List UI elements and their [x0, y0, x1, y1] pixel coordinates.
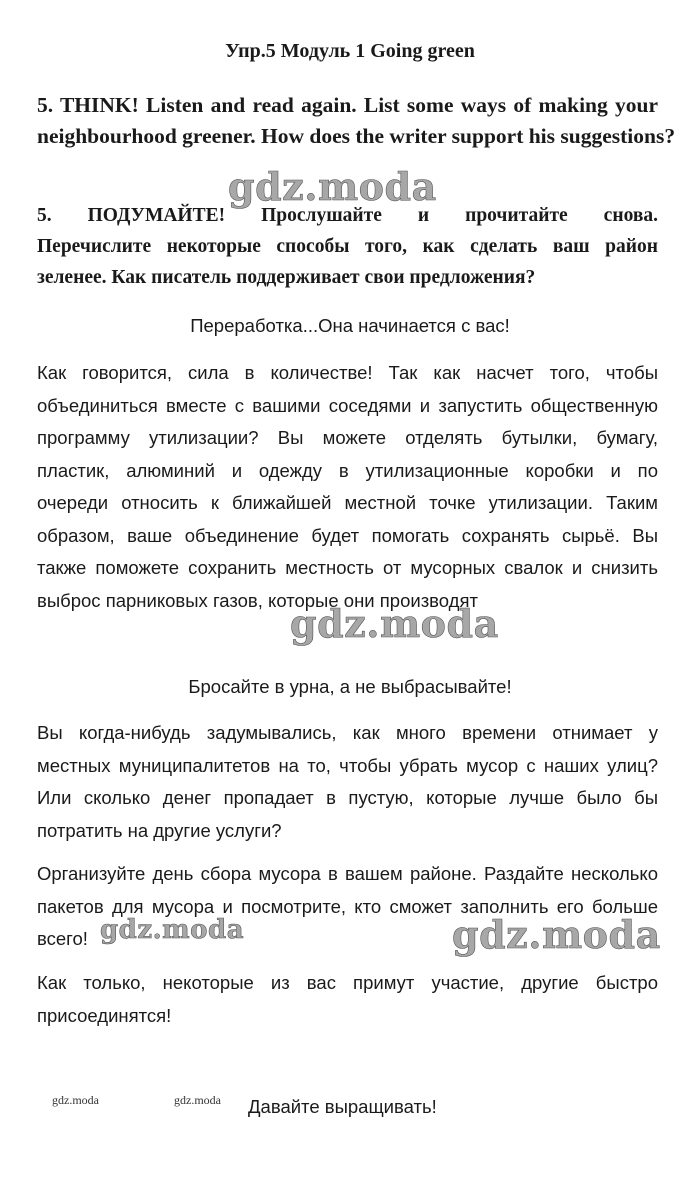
paragraph-line: программу утилизации? Вы можете отделять бутылки, бумагу, — [37, 427, 658, 448]
paragraph-line: пластик, алюминий и одежду в утилизационные коробки и по — [37, 459, 658, 481]
section-heading-grow: Давайте выращивать! — [248, 1096, 437, 1117]
paragraph-line: присоединятся! — [37, 1004, 172, 1026]
task-russian-line: Перечислите некоторые способы того, как сделать ваш район — [37, 236, 658, 257]
task-english-line: neighbourhood greener. How does the writer support his suggestions? — [37, 124, 676, 148]
section-heading-litter: Бросайте в урна, а не выбрасывайте! — [188, 676, 512, 697]
watermark-small: gdz.moda — [174, 1093, 221, 1107]
watermark-logo: gdz.moda — [228, 164, 437, 209]
watermark-small: gdz.moda — [52, 1093, 99, 1107]
task-russian — [37, 200, 658, 293]
paragraph-line: выброс парниковых газов, которые они производят — [37, 589, 478, 611]
watermark-logo: gdz.moda — [452, 912, 661, 957]
watermark-logo: gdz.moda — [290, 601, 499, 646]
paragraph-litter-1 — [37, 717, 658, 847]
watermark-logo: gdz.moda — [100, 915, 245, 945]
task-russian-line: зеленее. Как писатель поддерживает свои предложения? — [37, 267, 536, 288]
paragraph-line: Вы когда-нибудь задумывались, как много времени отнимает у — [37, 722, 658, 743]
paragraph-litter-3 — [37, 967, 658, 1032]
paragraph-line: Или сколько денег пропадает в пустую, которые лучше было бы — [37, 787, 658, 808]
paragraph-line: местных муниципалитетов на то, чтобы убрать мусор с наших улиц? — [37, 754, 658, 776]
paragraph-line: потратить на другие услуги? — [37, 819, 282, 841]
paragraph-line: объединиться вместе с вашими соседями и запустить общественную — [37, 394, 658, 416]
paragraph-line: Организуйте день сбора мусора в вашем районе. Раздайте несколько — [37, 863, 658, 884]
paragraph-line: образом, ваше объединение будет помогать сохранять сырьё. Вы — [37, 524, 658, 546]
section-heading-recycling: Переработка...Она начинается с вас! — [190, 315, 510, 336]
task-english-line: 5. THINK! Listen and read again. List some ways of making your — [37, 93, 658, 117]
paragraph-line: Как говорится, сила в количестве! Так как насчет того, чтобы — [37, 362, 658, 383]
paragraph-line: всего! — [37, 928, 88, 949]
paragraph-line: также поможете сохранить местность от мусорных свалок и снизить — [37, 557, 658, 578]
paragraph-line: очереди относить к ближайшей местной точке утилизации. Таким — [37, 492, 658, 513]
paragraph-recycling — [37, 357, 658, 617]
task-russian-line: 5. ПОДУМАЙТЕ! Прослушайте и прочитайте снова. — [37, 205, 658, 226]
paragraph-line: Как только, некоторые из вас примут участие, другие быстро — [37, 972, 658, 993]
task-english — [37, 90, 676, 152]
paragraph-line: пакетов для мусора и посмотрите, кто сможет заполнить его больше — [37, 895, 658, 917]
page-title: Упр.5 Модуль 1 Going green — [225, 40, 475, 62]
